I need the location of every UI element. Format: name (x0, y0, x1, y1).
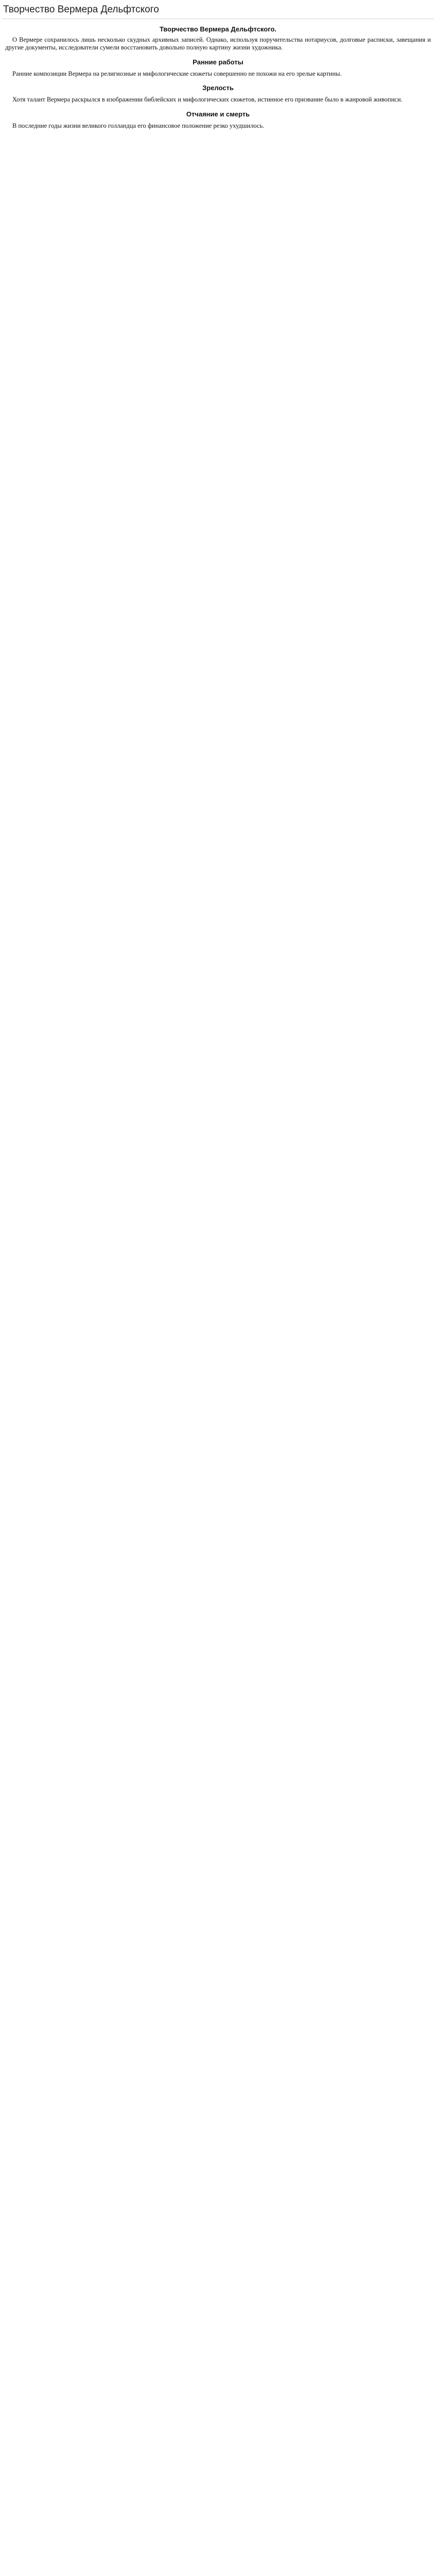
section-body (5, 36, 431, 52)
article-title: Творчество Вермера Дельфтского. (159, 25, 277, 33)
section-body (5, 70, 431, 78)
page-header: Творчество Вермера Дельфтского (2, 3, 434, 19)
section-maturity (2, 84, 434, 104)
section-body (5, 122, 431, 130)
section-early-works (2, 58, 434, 78)
section-text: О Вермере сохранилось лишь несколько скудных архивных записей. Однако, используя поручительства нотариусов, долговые расписки, завещания и другие документы, исследователи сумели восстановить довольно полную картину жизни художника. (5, 36, 431, 52)
section-text: Хотя талант Вермера раскрылся в изображении библейских и мифологических сюжетов, истинное его призвание было в жанровой живописи. (12, 96, 403, 104)
section-intro (2, 36, 434, 52)
section-text: В последние годы жизни великого голландца его финансовое положение резко ухудшилось. (12, 122, 265, 129)
section-body (5, 96, 431, 104)
section-heading: Ранние работы (193, 58, 243, 66)
section-text: Ранние композиции Вермера на религиозные и мифологические сюжеты совершенно не похожи на его зрелые картины. (12, 70, 342, 77)
section-heading: Зрелость (202, 84, 234, 92)
section-despair-and-death (2, 110, 434, 130)
section-heading: Отчаяние и смерть (186, 110, 250, 118)
